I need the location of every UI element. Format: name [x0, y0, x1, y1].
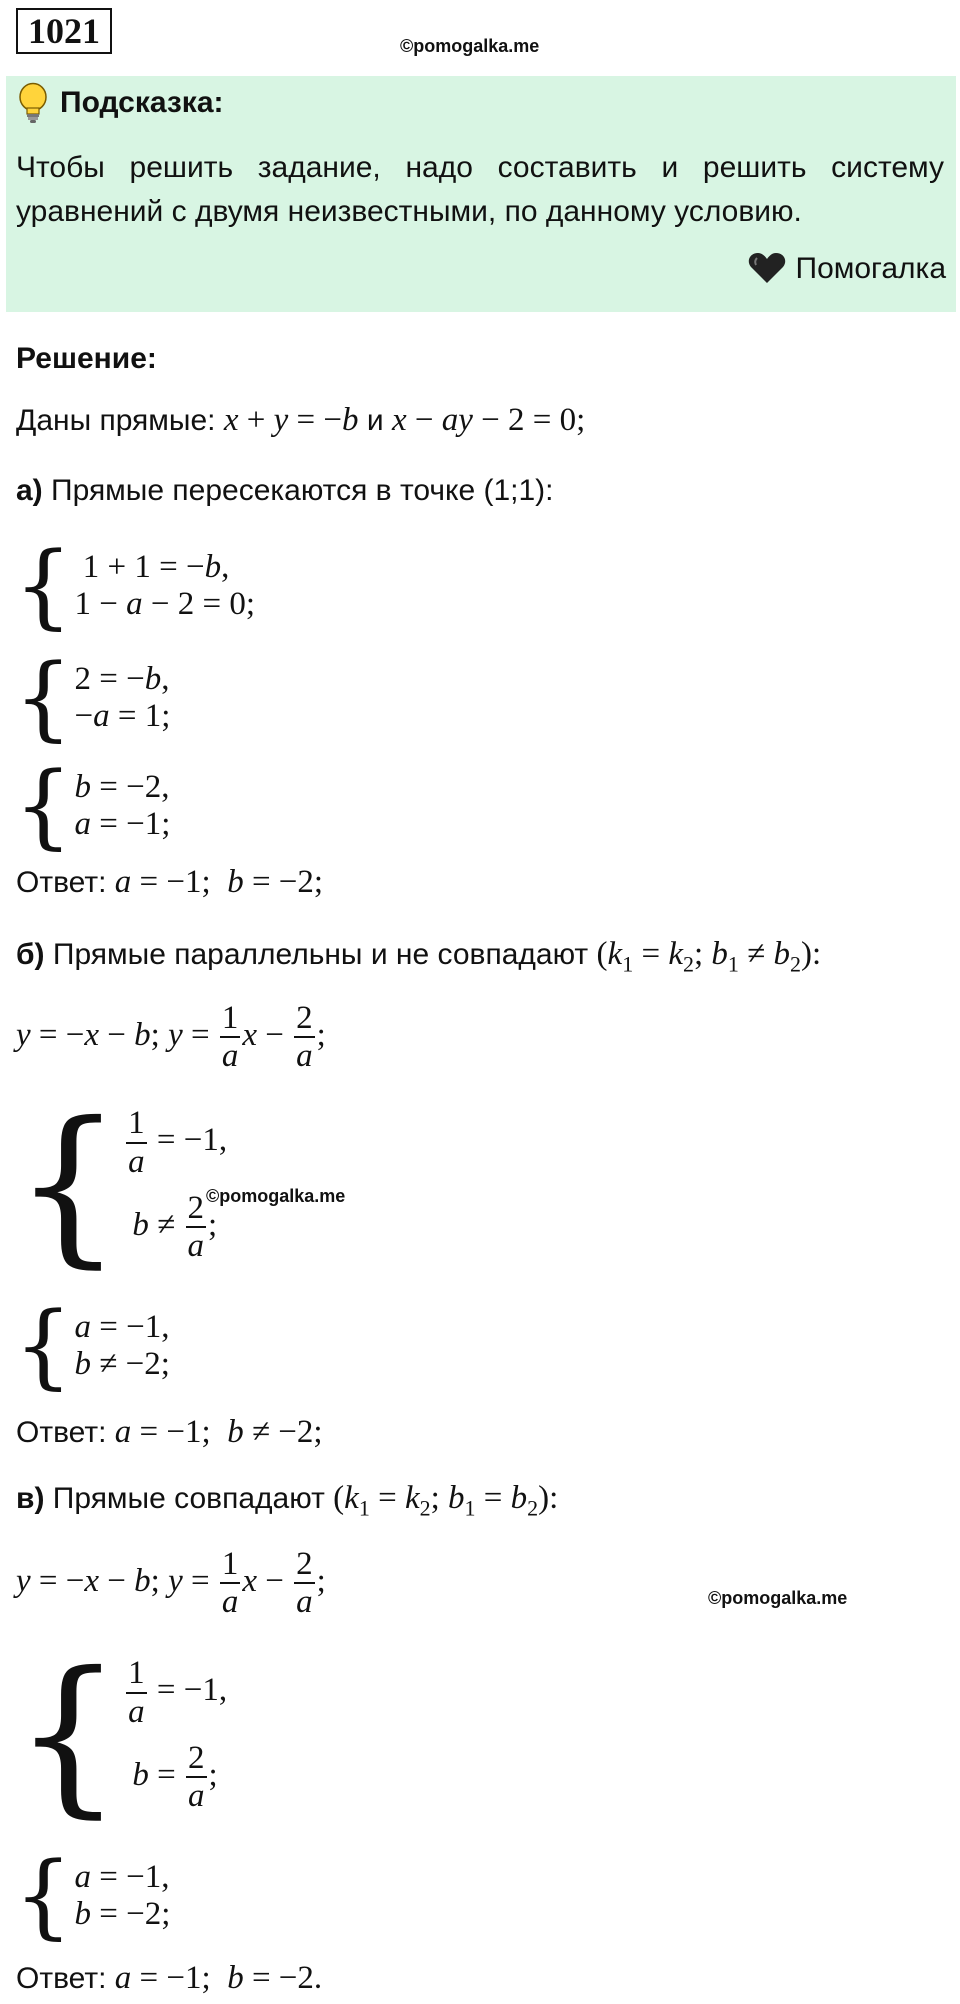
watermark-3: ©pomogalka.me — [708, 1588, 848, 1608]
heart-icon — [748, 252, 796, 285]
system-a1: { 1 + 1 = −b, 1 − a − 2 = 0; — [14, 532, 256, 639]
answer-b: Ответ: a = −1; b ≠ −2; — [16, 1414, 323, 1450]
system-a2: { 2 = −b, −a = 1; — [14, 644, 171, 751]
system-b2: { a = −1, b ≠ −2; — [14, 1292, 170, 1399]
task-number: 1021 — [16, 8, 112, 54]
watermark: ©pomogalka.me — [400, 36, 540, 56]
watermark-2: ©pomogalka.me — [206, 1186, 346, 1206]
lightbulb-icon — [18, 82, 48, 129]
part-v-line: в) Прямые совпадают ($k_1 = k_2$; $b_1 = b_2$): — [16, 1480, 559, 1521]
system-v2: { a = −1, b = −2; — [14, 1842, 171, 1949]
system-v1: { $\frac{1}{a}$ = −1, b = $\frac{2}{a}$ ; — [14, 1636, 228, 1834]
given-line: Даны прямые: x + y = −b и x − ay − 2 = 0; — [16, 402, 586, 438]
answer-v: Ответ: a = −1; b = −2. — [16, 1960, 323, 1996]
solution-heading: Решение: — [16, 342, 157, 375]
answer-a: Ответ: a = −1; b = −2; — [16, 864, 324, 900]
system-b1: { $\frac{1}{a}$ = −1, b ≠ $\frac{2}{a}$ ; — [14, 1086, 228, 1284]
brand-label: Помогалка — [795, 252, 946, 285]
hint-text: Чтобы решить задание, надо составить и решить систему уравнений с двумя неизвестными, по данному условию. — [16, 151, 944, 228]
equation-v1: y = −x − b; y = $\frac{1}{a}$ x − $\frac{2}{a}$ ; — [16, 1546, 326, 1621]
part-b-line: б) Прямые параллельны и не совпадают ($k_1 = k_2$; $b_1 \ne b_2$): — [16, 936, 822, 977]
system-a3: { b = −2, a = −1; — [14, 752, 171, 859]
hint-title: Подсказка: — [60, 86, 224, 119]
part-a-line: а) Прямые пересекаются в точке (1;1): — [16, 474, 554, 507]
equation-b1: y = −x − b; y = $\frac{1}{a}$ x − $\frac{2}{a}$ ; — [16, 1000, 326, 1075]
brand — [748, 252, 947, 286]
